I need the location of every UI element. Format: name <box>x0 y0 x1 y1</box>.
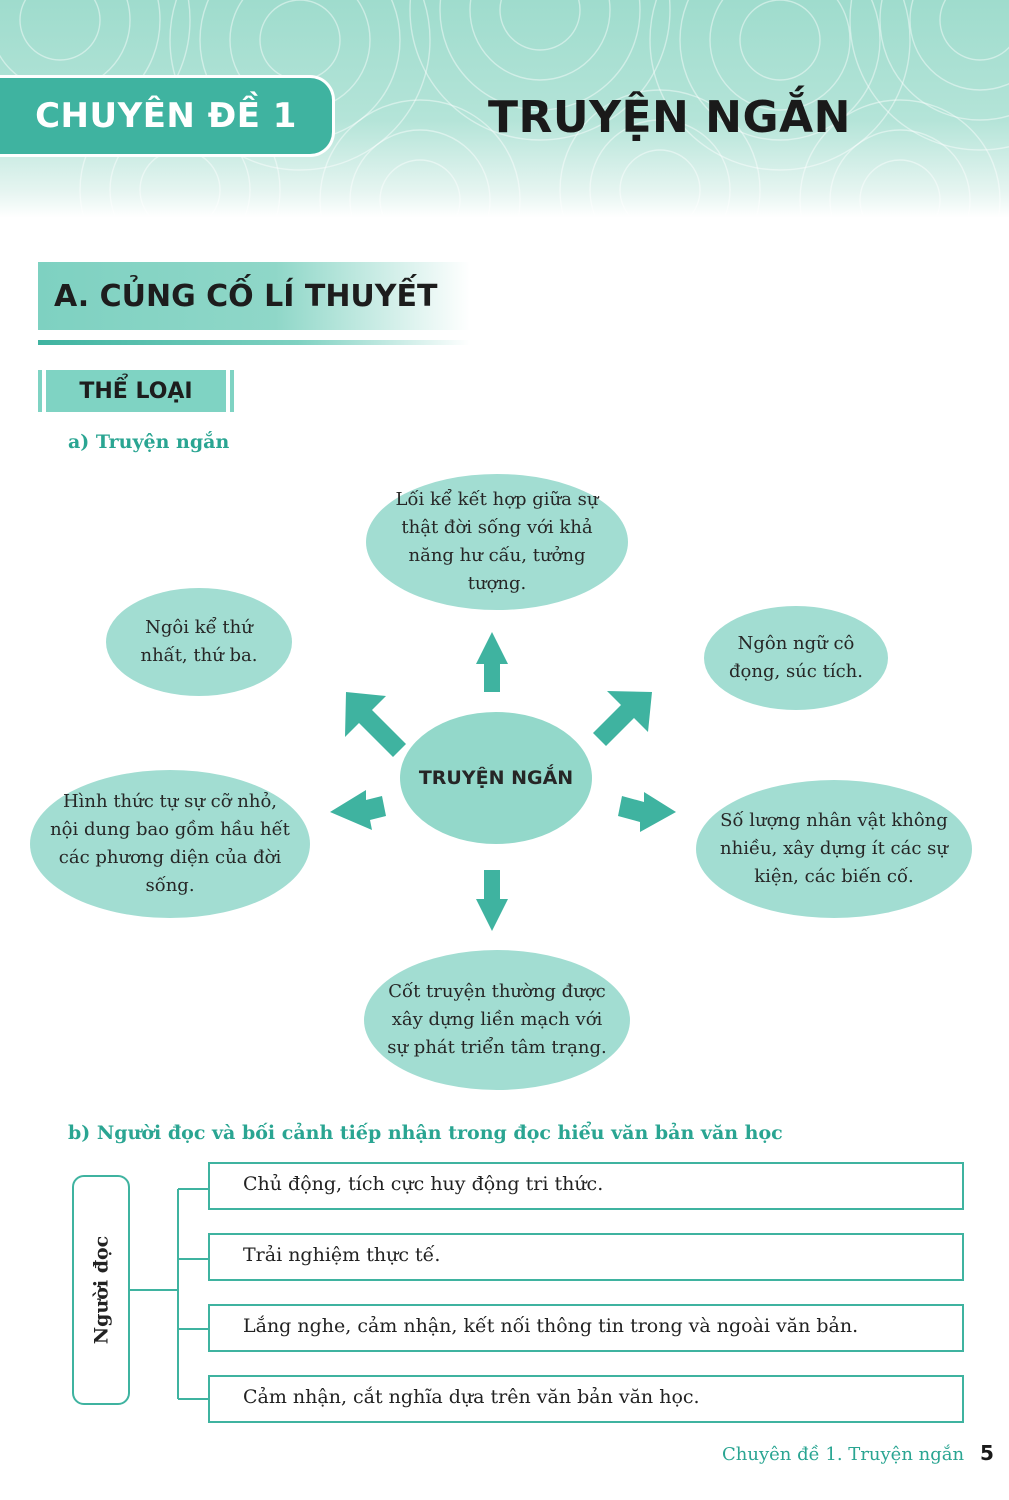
section-title: A. CỦNG CỐ LÍ THUYẾT <box>38 262 470 330</box>
genre-tag: THỂ LOẠI <box>38 370 234 412</box>
reader-item-1: Chủ động, tích cực huy động tri thức. <box>208 1162 964 1210</box>
node-narrative-style: Lối kể kết hợp giữa sự thật đời sống với khả năng hư cấu, tưởng tượng. <box>366 474 628 610</box>
node-language: Ngôn ngữ cô đọng, súc tích. <box>704 606 888 710</box>
chapter-title: TRUYỆN NGẮN <box>488 92 851 143</box>
page-number: 5 <box>980 1441 994 1465</box>
reader-item-4: Cảm nhận, cắt nghĩa dựa trên văn bản văn học. <box>208 1375 964 1423</box>
part-a-heading: a) Truyện ngắn <box>68 431 230 453</box>
reader-item-2: Trải nghiệm thực tế. <box>208 1233 964 1281</box>
reader-label: Người đọc <box>90 1235 112 1345</box>
reader-item-3: Lắng nghe, cảm nhận, kết nối thông tin trong và ngoài văn bản. <box>208 1304 964 1352</box>
chapter-label: CHUYÊN ĐỀ 1 <box>0 78 332 154</box>
footer-text: Chuyên đề 1. Truyện ngắn <box>722 1444 965 1465</box>
node-plot: Cốt truyện thường được xây dựng liền mạch với sự phát triển tâm trạng. <box>364 950 630 1090</box>
part-b-heading: b) Người đọc và bối cảnh tiếp nhận trong đọc hiểu văn bản văn học <box>68 1122 783 1144</box>
node-characters: Số lượng nhân vật không nhiều, xây dựng ít các sự kiện, các biến cố. <box>696 780 972 918</box>
node-form-content: Hình thức tự sự cỡ nhỏ, nội dung bao gồm hầu hết các phương diện của đời sống. <box>30 770 310 918</box>
node-point-of-view: Ngôi kể thứ nhất, thứ ba. <box>106 588 292 696</box>
node-center: TRUYỆN NGẮN <box>400 712 592 844</box>
